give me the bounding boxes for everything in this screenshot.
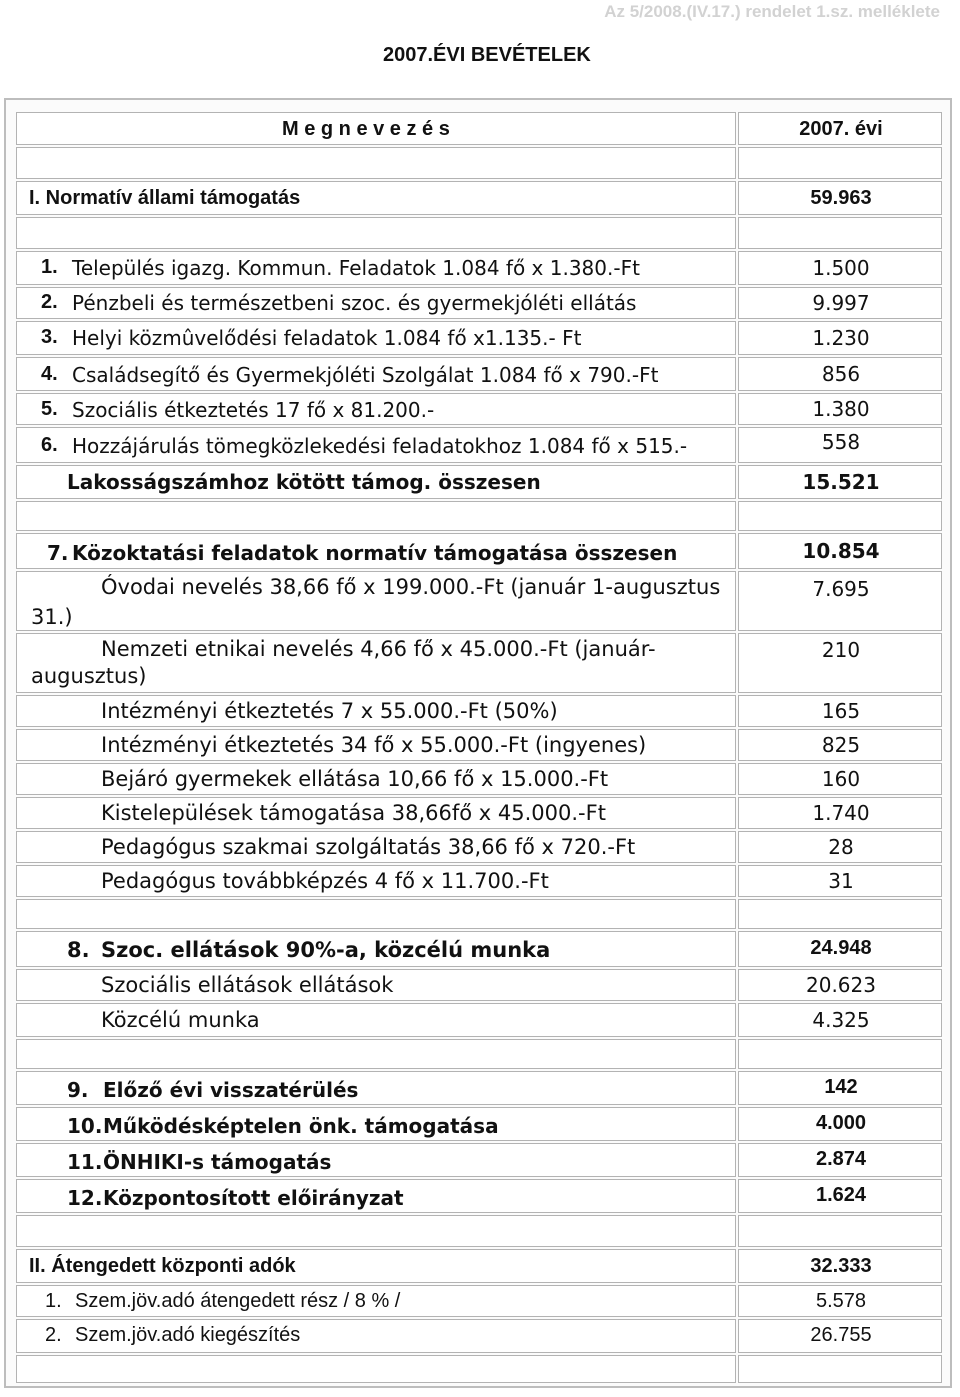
row-label: ÖNHIKI-s támogatás: [103, 1150, 332, 1174]
table-row: [16, 287, 944, 319]
row-label: Működésképtelen önk. támogatása: [103, 1114, 499, 1138]
row-number: 1.: [45, 1290, 62, 1312]
row-number: 9.: [67, 1078, 89, 1102]
row-number: 2.: [45, 1324, 62, 1346]
row-value: 4.000: [815, 1112, 867, 1134]
table-row-empty: [16, 1039, 944, 1069]
section-row-normative: [16, 181, 944, 215]
row-value: 4.325: [812, 1008, 870, 1032]
section-row-taxes: [16, 1249, 944, 1283]
row-label: Szociális étkeztetés 17 fő x 81.200.-: [72, 398, 435, 422]
row-label: Helyi közmûvelődési feladatok 1.084 fő x1.135.- Ft: [72, 326, 582, 350]
table-row: [16, 797, 944, 829]
column-header-name: M e g n e v e z é s: [282, 118, 450, 140]
table-row: [16, 251, 944, 285]
row-label: Szociális ellátások ellátások: [101, 973, 394, 997]
document-title: 2007.ÉVI BEVÉTELEK: [383, 44, 591, 66]
table-row: [16, 1285, 944, 1317]
row-label: Intézményi étkeztetés 34 fő x 55.000.-Ft (ingyenes): [101, 733, 647, 757]
table-row: [16, 763, 944, 795]
row-value: 1.740: [812, 801, 870, 825]
table-row: [16, 865, 944, 897]
row-value: 9.997: [812, 291, 870, 315]
row-number: 8.: [67, 938, 90, 962]
row-label: Szoc. ellátások 90%-a, közcélú munka: [101, 938, 551, 962]
row-value: 28: [828, 835, 854, 859]
row-label: Szem.jöv.adó átengedett rész / 8 % /: [75, 1290, 401, 1312]
row-value: 1.624: [815, 1184, 867, 1206]
subtotal-label: Lakosságszámhoz kötött támog. összesen: [67, 470, 541, 494]
row-number: 1.: [41, 256, 58, 278]
table-row: [16, 427, 944, 463]
row-value: 20.623: [806, 973, 876, 997]
row-label: Pedagógus szakmai szolgáltatás 38,66 fő x 720.-Ft: [101, 835, 636, 859]
row-value: 31: [828, 869, 854, 893]
table-row-empty: [16, 899, 944, 929]
subtotal-row: [16, 465, 944, 499]
row-value: 1.380: [812, 397, 870, 421]
row-value: 558: [821, 430, 861, 454]
row-value: 856: [821, 362, 861, 386]
table-row-empty: [16, 1355, 944, 1383]
row-label: Előző évi visszatérülés: [103, 1078, 359, 1102]
table-row-empty: [16, 1215, 944, 1247]
table-row: [16, 1071, 944, 1105]
row-label: Közcélú munka: [101, 1008, 260, 1032]
row-label: Óvodai nevelés 38,66 fő x 199.000.-Ft (január 1-augusztus: [101, 575, 721, 599]
row-label: Pedagógus továbbképzés 4 fő x 11.700.-Ft: [101, 869, 549, 893]
section-label: II. Átengedett központi adók: [29, 1255, 296, 1277]
table-row: [16, 695, 944, 727]
row-label: Kistelepülések támogatása 38,66fő x 45.000.-Ft: [101, 801, 606, 825]
row-label-continued: 31.): [31, 605, 73, 629]
table-row: [16, 321, 944, 355]
table-row: [16, 1319, 944, 1353]
table-row: [16, 1107, 944, 1141]
table-row: [16, 571, 944, 631]
table-row: [16, 1143, 944, 1177]
table-row: [16, 831, 944, 863]
row-label: Hozzájárulás tömegközlekedési feladatokhoz 1.084 fő x 515.-: [72, 434, 688, 458]
row-label-continued: augusztus): [31, 664, 147, 688]
table-row-empty: [16, 147, 944, 179]
row-label: Központosított előirányzat: [103, 1186, 404, 1210]
row-label: Település igazg. Kommun. Feladatok 1.084 fő x 1.380.-Ft: [72, 256, 640, 280]
row-value: 142: [824, 1076, 858, 1098]
row-value: 26.755: [810, 1324, 872, 1346]
section-value: 59.963: [810, 187, 872, 209]
row-value: 1.500: [812, 256, 870, 280]
section-value: 32.333: [810, 1255, 872, 1277]
row-value: 5.578: [815, 1290, 867, 1312]
row-value: 165: [821, 699, 861, 723]
row-number: 4.: [41, 363, 58, 385]
table-row: [16, 633, 944, 693]
row-label: Szem.jöv.adó kiegészítés: [75, 1324, 301, 1346]
row-number: 12.: [67, 1186, 103, 1210]
table-header-row: [16, 112, 944, 145]
row-number: 2.: [41, 291, 58, 313]
row-number: 11.: [67, 1150, 103, 1174]
row-number: 6.: [41, 434, 58, 456]
row-value: 7.695: [812, 577, 870, 601]
social-total-row: [16, 931, 944, 967]
annex-reference: Az 5/2008.(IV.17.) rendelet 1.sz. melléklete: [604, 2, 940, 21]
table-row-empty: [16, 217, 944, 249]
table-row: [16, 729, 944, 761]
row-value: 1.230: [812, 326, 870, 350]
section-label: I. Normatív állami támogatás: [29, 187, 301, 209]
row-label: Családsegítő és Gyermekjóléti Szolgálat 1.084 fő x 790.-Ft: [72, 363, 659, 387]
row-value: 210: [821, 638, 861, 662]
row-value: 160: [821, 767, 861, 791]
row-label: Bejáró gyermekek ellátása 10,66 fő x 15.000.-Ft: [101, 767, 609, 791]
row-number: 7.: [47, 541, 69, 565]
row-label: Pénzbeli és természetbeni szoc. és gyermekjóléti ellátás: [72, 291, 637, 315]
row-value: 825: [821, 733, 861, 757]
table-row: [16, 393, 944, 425]
table-row: [16, 1003, 944, 1037]
row-label: Intézményi étkeztetés 7 x 55.000.-Ft (50%): [101, 699, 558, 723]
table-row: [16, 357, 944, 391]
row-label: Közoktatási feladatok normatív támogatása összesen: [72, 541, 678, 565]
table-row: [16, 1179, 944, 1213]
table-row-empty: [16, 501, 944, 531]
row-number: 5.: [41, 398, 58, 420]
column-header-year: 2007. évi: [799, 118, 883, 140]
education-total-row: [16, 533, 944, 569]
row-number: 3.: [41, 326, 58, 348]
row-value: 10.854: [802, 539, 880, 563]
row-label: Nemzeti etnikai nevelés 4,66 fő x 45.000.-Ft (január-: [101, 637, 656, 661]
subtotal-value: 15.521: [802, 470, 880, 494]
table-row: [16, 969, 944, 1001]
row-value: 2.874: [815, 1148, 867, 1170]
row-number: 10.: [67, 1114, 103, 1138]
row-value: 24.948: [810, 937, 872, 959]
